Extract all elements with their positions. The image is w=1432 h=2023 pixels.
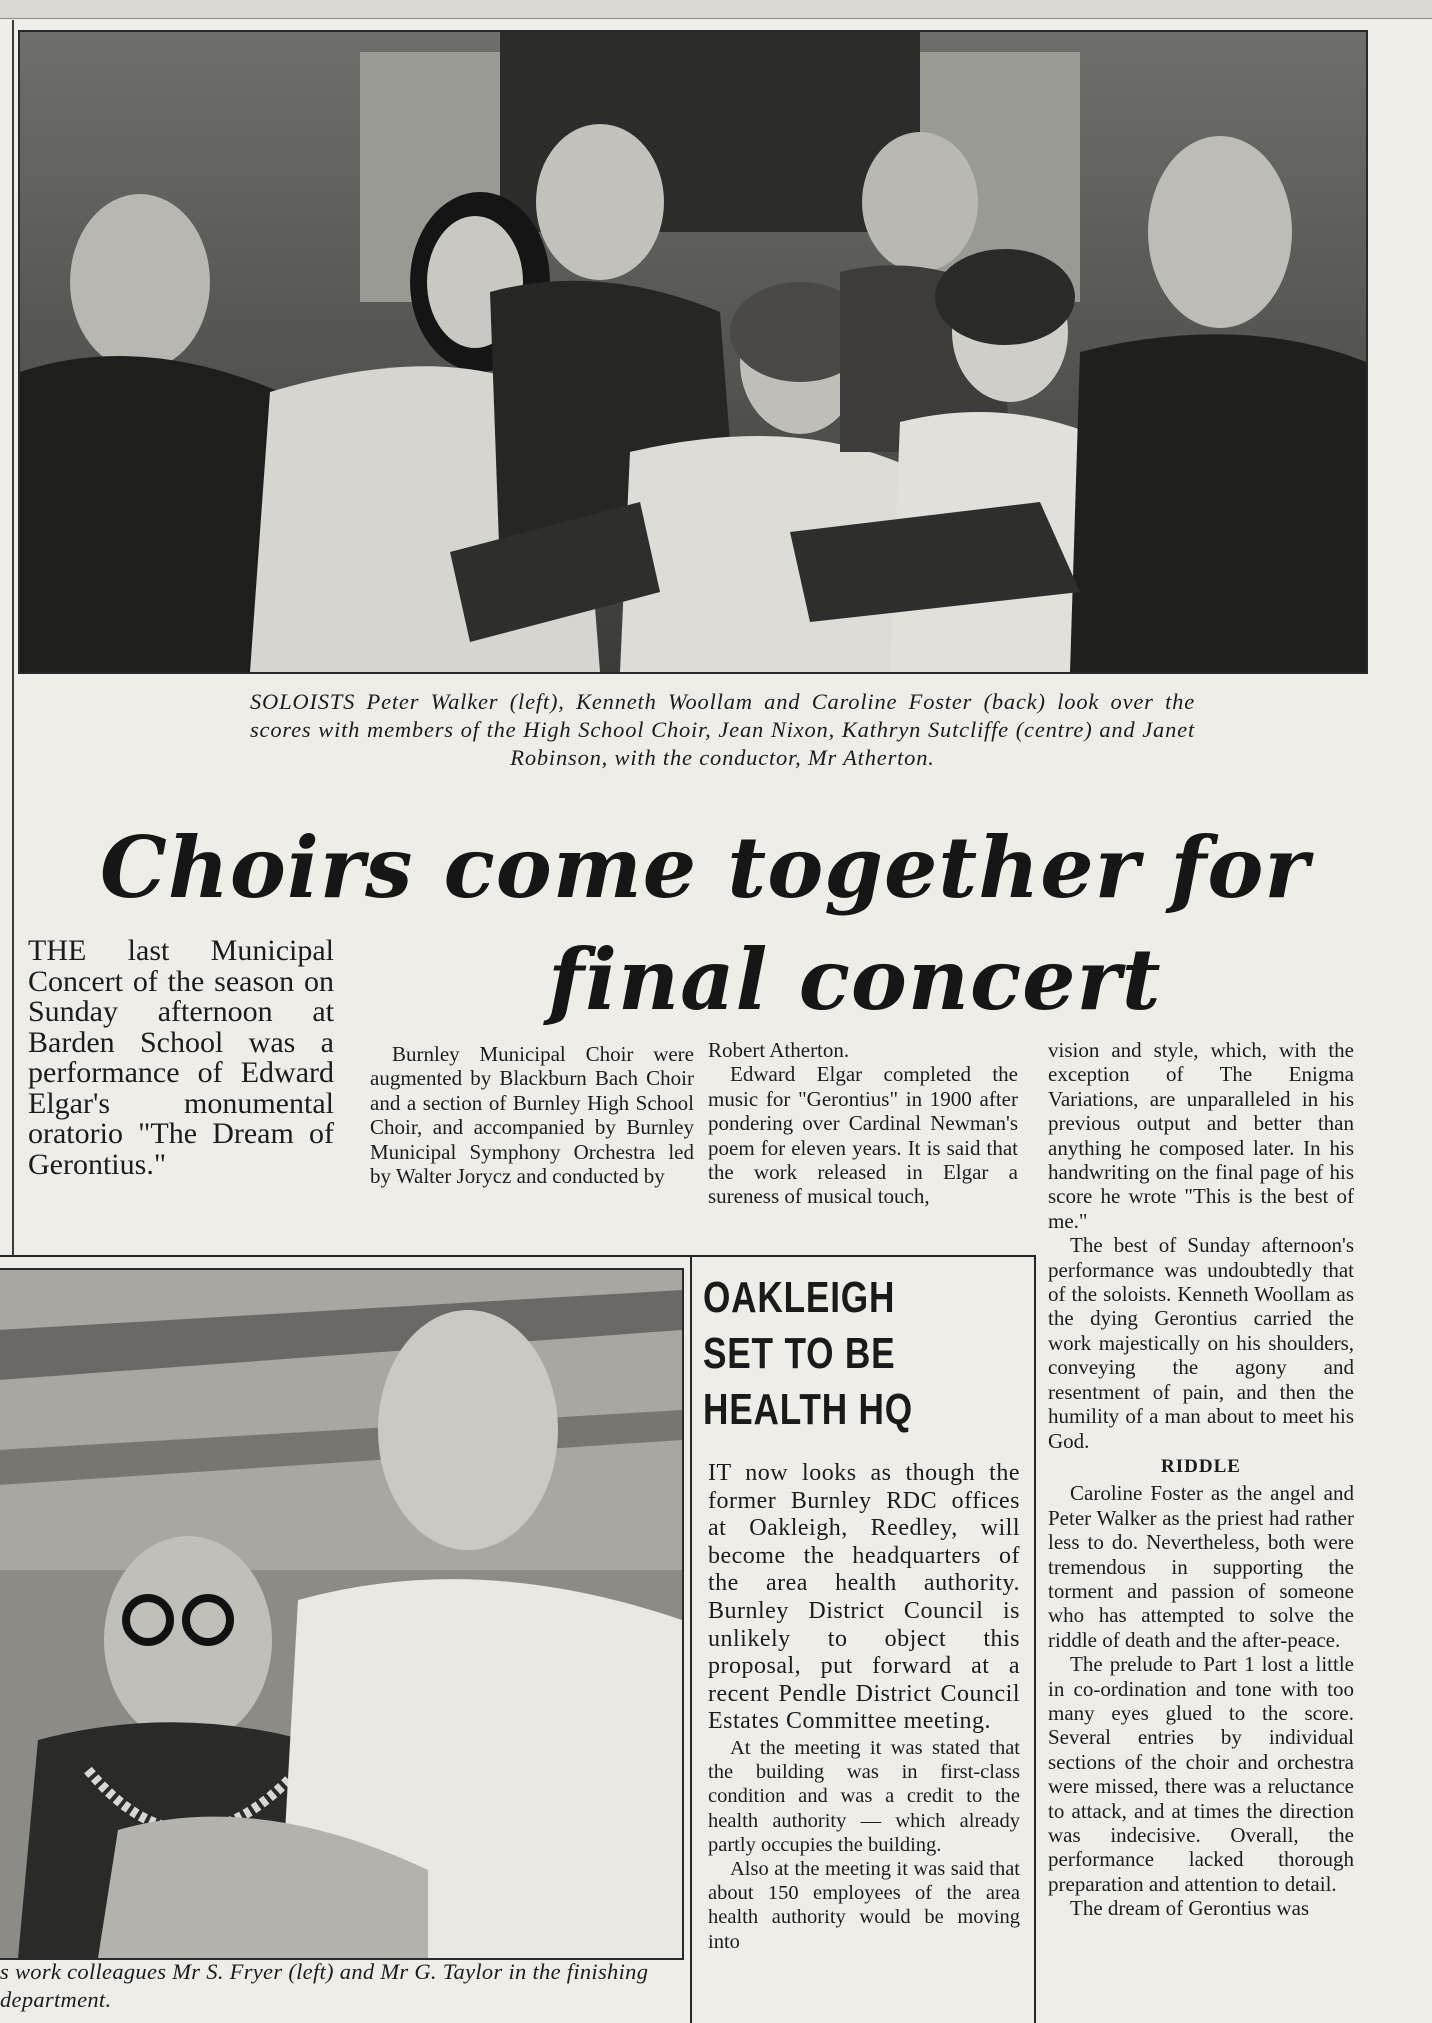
article-paragraph: The prelude to Part 1 lost a little in co-ordination and tone with too many eyes glued to the score. Several entries by individual sections of the choir and orchestra were missed, there was a reluctance to attack, and at times the direction was indecisive. Overall, the performance lacked thorough preparation and attention to detail. xyxy=(1048,1652,1354,1896)
article-paragraph: Robert Atherton. xyxy=(708,1038,850,1062)
top-photo-caption: SOLOISTS Peter Walker (left), Kenneth Woollam and Caroline Foster (back) look over the scores with members of the High School Choir, Jean Nixon, Kathryn Sutcliffe (centre) and Janet Robinson, with the conductor, Mr Atherton. xyxy=(250,689,1195,770)
article-paragraph: vision and style, which, with the exception of The Enigma Variations, are unparalleled in his previous output and better than anything he composed later. In his handwriting on the final page of his score he wrote "This is the best of me." xyxy=(1048,1038,1354,1233)
oakleigh-paragraph: At the meeting it was stated that the building was in first-class condition and was a credit to the health authority — which already partly occupies the building. xyxy=(708,1736,1020,1856)
bottom-photo-caption: s work colleagues Mr S. Fryer (left) and Mr G. Taylor in the finishing department. xyxy=(0,1959,649,2012)
article-paragraph: The dream of Gerontius was xyxy=(1070,1896,1310,1921)
choir-soloists-photo xyxy=(18,30,1368,674)
oakleigh-lead: IT now looks as though the former Burnley RDC offices at Oakleigh, Reedley, will become the headquarters of the area health authority. Burnley District Council is unlikely to object this proposal, put forward at a recent Pendle District Council Estates Committee meeting. xyxy=(708,1460,1020,1735)
headline-line-1: Choirs come together for xyxy=(100,818,1310,917)
headline-line-2: final concert xyxy=(548,930,1162,1029)
oakleigh-headline: OAKLEIGH SET TO BE HEALTH HQ xyxy=(703,1273,913,1434)
article-column-2 xyxy=(708,1038,1018,1209)
article-intro: THE last Municipal Concert of the season on Sunday afternoon at Barden School was a performance of Edward Elgar's monumental oratorio "The Dream of Gerontius." xyxy=(28,934,334,1181)
article-paragraph: Caroline Foster as the angel and Peter Walker as the priest had rather less to do. Nevertheless, both were tremendous in supporting the torment and passion of someone who has attempted to solve the riddle of death and the after-peace. xyxy=(1048,1481,1354,1652)
article-paragraph: Edward Elgar completed the music for "Gerontius" in 1900 after pondering over Cardinal Newman's poem for eleven years. It is said that the work released in Elgar a sureness of musical touch, xyxy=(708,1062,1018,1209)
article-paragraph: The best of Sunday afternoon's performance was undoubtedly that of the soloists. Kenneth Woollam as the dying Gerontius carried the work majestically on his shoulders, conveying the agony and resentment of pain, and then the humility of a man about to meet his God. xyxy=(1048,1233,1354,1453)
article-paragraph: Burnley Municipal Choir were augmented by Blackburn Bach Choir and a section of Burnley High School Choir, and accompanied by Burnley Municipal Symphony Orchestra led by Walter Jorycz and conducted by xyxy=(370,1042,694,1189)
section-divider xyxy=(0,1255,1034,1257)
choir-soloists-photo-art xyxy=(20,32,1366,672)
left-column-rule xyxy=(12,20,14,1255)
article-column-1 xyxy=(370,1042,694,1188)
oakleigh-story xyxy=(708,1460,1020,1954)
article-column-3 xyxy=(1048,1038,1354,1921)
mayor-photo-art xyxy=(0,1270,682,1958)
article-subheading: RIDDLE xyxy=(1161,1455,1241,1477)
column-divider xyxy=(690,1255,692,2023)
column-divider xyxy=(1034,1255,1036,2023)
oakleigh-paragraph: Also at the meeting it was said that about 150 employees of the area health authority would be moving into xyxy=(708,1857,1020,1953)
mayor-photo xyxy=(0,1268,684,1960)
top-edge-strip xyxy=(0,0,1432,19)
